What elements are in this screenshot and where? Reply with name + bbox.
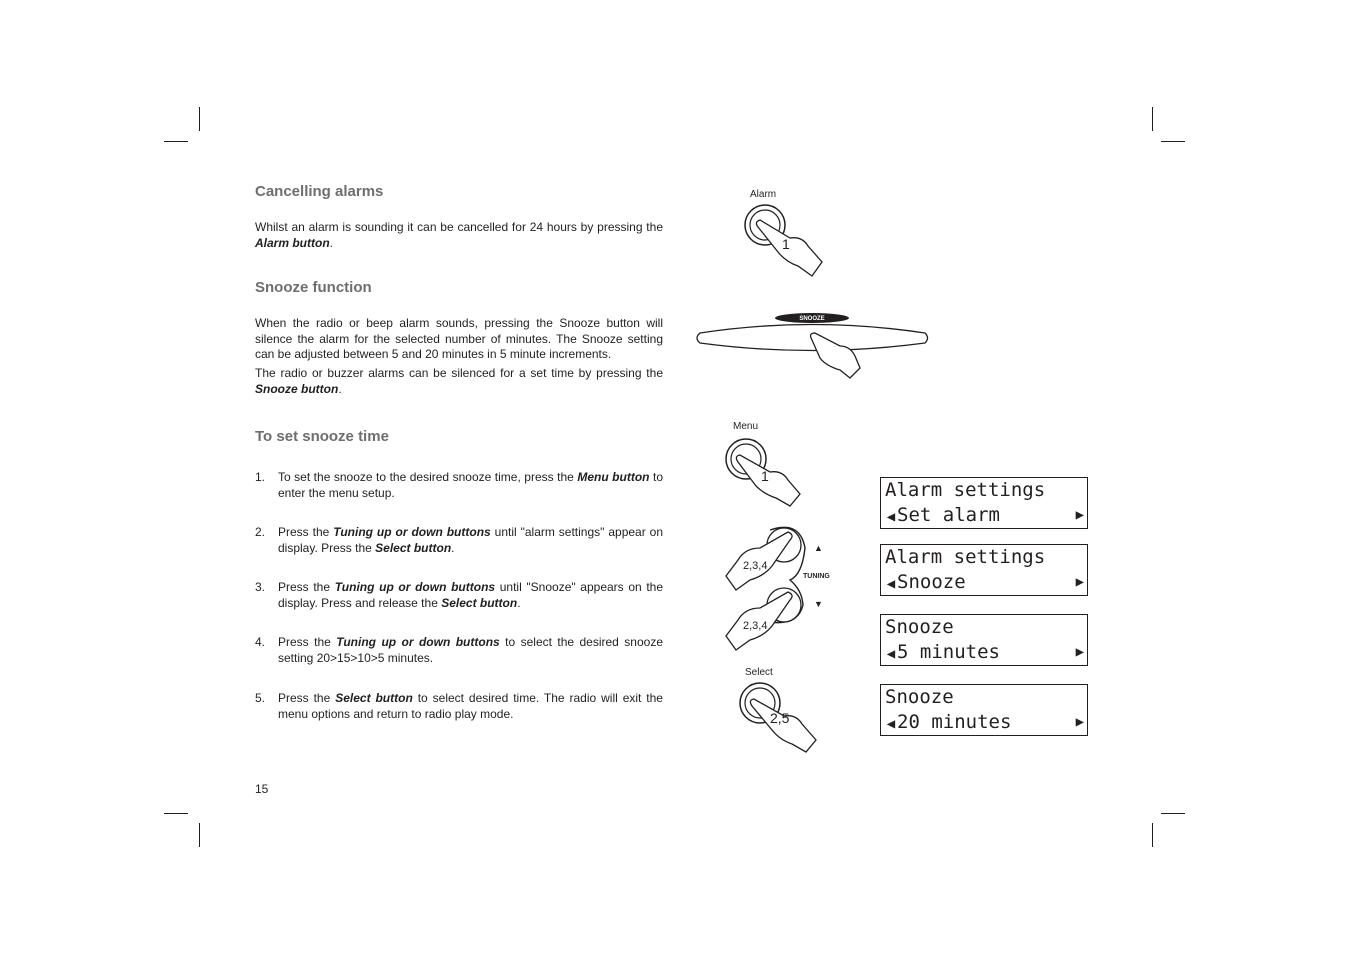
alarm-button-illustration <box>745 189 822 276</box>
right-arrow-icon: ▶ <box>1075 714 1084 730</box>
left-arrow-icon: ◀ <box>886 576 896 592</box>
select-step: 2,5 <box>770 710 790 726</box>
right-arrow-icon: ▶ <box>1075 507 1084 523</box>
lcd-line-1: Alarm settings <box>885 546 1046 568</box>
snooze-bar-label: SNOOZE <box>799 316 825 322</box>
menu-label: Menu <box>733 421 759 432</box>
lcd-line-1: Snooze <box>885 686 954 708</box>
heading-snooze-function: Snooze function <box>255 279 372 296</box>
snooze-bar-illustration <box>697 313 928 378</box>
lcd-line-2: ◀Snooze ▶ <box>881 570 1087 595</box>
lcd-display <box>880 614 1088 666</box>
left-arrow-icon: ◀ <box>886 716 896 732</box>
lcd-line-2: ◀5 minutes ▶ <box>881 640 1087 665</box>
lcd-line-2: ◀20 minutes ▶ <box>881 710 1087 735</box>
select-button-illustration <box>740 667 816 752</box>
alarm-step: 1 <box>782 236 790 252</box>
lcd-display <box>880 544 1088 596</box>
menu-step: 1 <box>761 468 769 484</box>
right-arrow-icon: ▶ <box>1075 644 1084 660</box>
heading-set-snooze-time: To set snooze time <box>255 428 389 445</box>
right-arrow-icon: ▶ <box>1075 574 1084 590</box>
left-arrow-icon: ◀ <box>886 509 896 525</box>
page-number: 15 <box>255 782 269 796</box>
alarm-label: Alarm <box>750 189 777 200</box>
lcd-display <box>880 684 1088 736</box>
heading-cancelling-alarms: Cancelling alarms <box>255 183 384 200</box>
select-label: Select <box>745 667 773 678</box>
cancel-paragraph: Whilst an alarm is sounding it can be cancelled for 24 hours by pressing the Alarm button. <box>255 220 663 250</box>
menu-button-illustration <box>726 421 800 506</box>
lcd-line-1: Alarm settings <box>885 479 1046 501</box>
tuning-up-step: 2,3,4 <box>743 560 768 572</box>
snooze-paragraph-1: When the radio or beep alarm sounds, pressing the Snooze button will silence the alarm for the selected number of minutes. The Snooze setting can be adjusted between 5 and 20 minutes in 5 minute increments. <box>255 316 663 361</box>
tuning-label: TUNING <box>803 573 830 580</box>
snooze-paragraph-2: The radio or buzzer alarms can be silenced for a set time by pressing the Snooze button. <box>255 366 663 396</box>
tuning-buttons-illustration <box>726 527 830 650</box>
left-arrow-icon: ◀ <box>886 646 896 662</box>
up-triangle-icon: ▲ <box>814 543 823 553</box>
down-triangle-icon: ▼ <box>814 599 823 609</box>
lcd-line-2: ◀Set alarm ▶ <box>881 503 1087 528</box>
lcd-display <box>880 477 1088 529</box>
tuning-down-step: 2,3,4 <box>743 620 768 632</box>
lcd-line-1: Snooze <box>885 616 954 638</box>
